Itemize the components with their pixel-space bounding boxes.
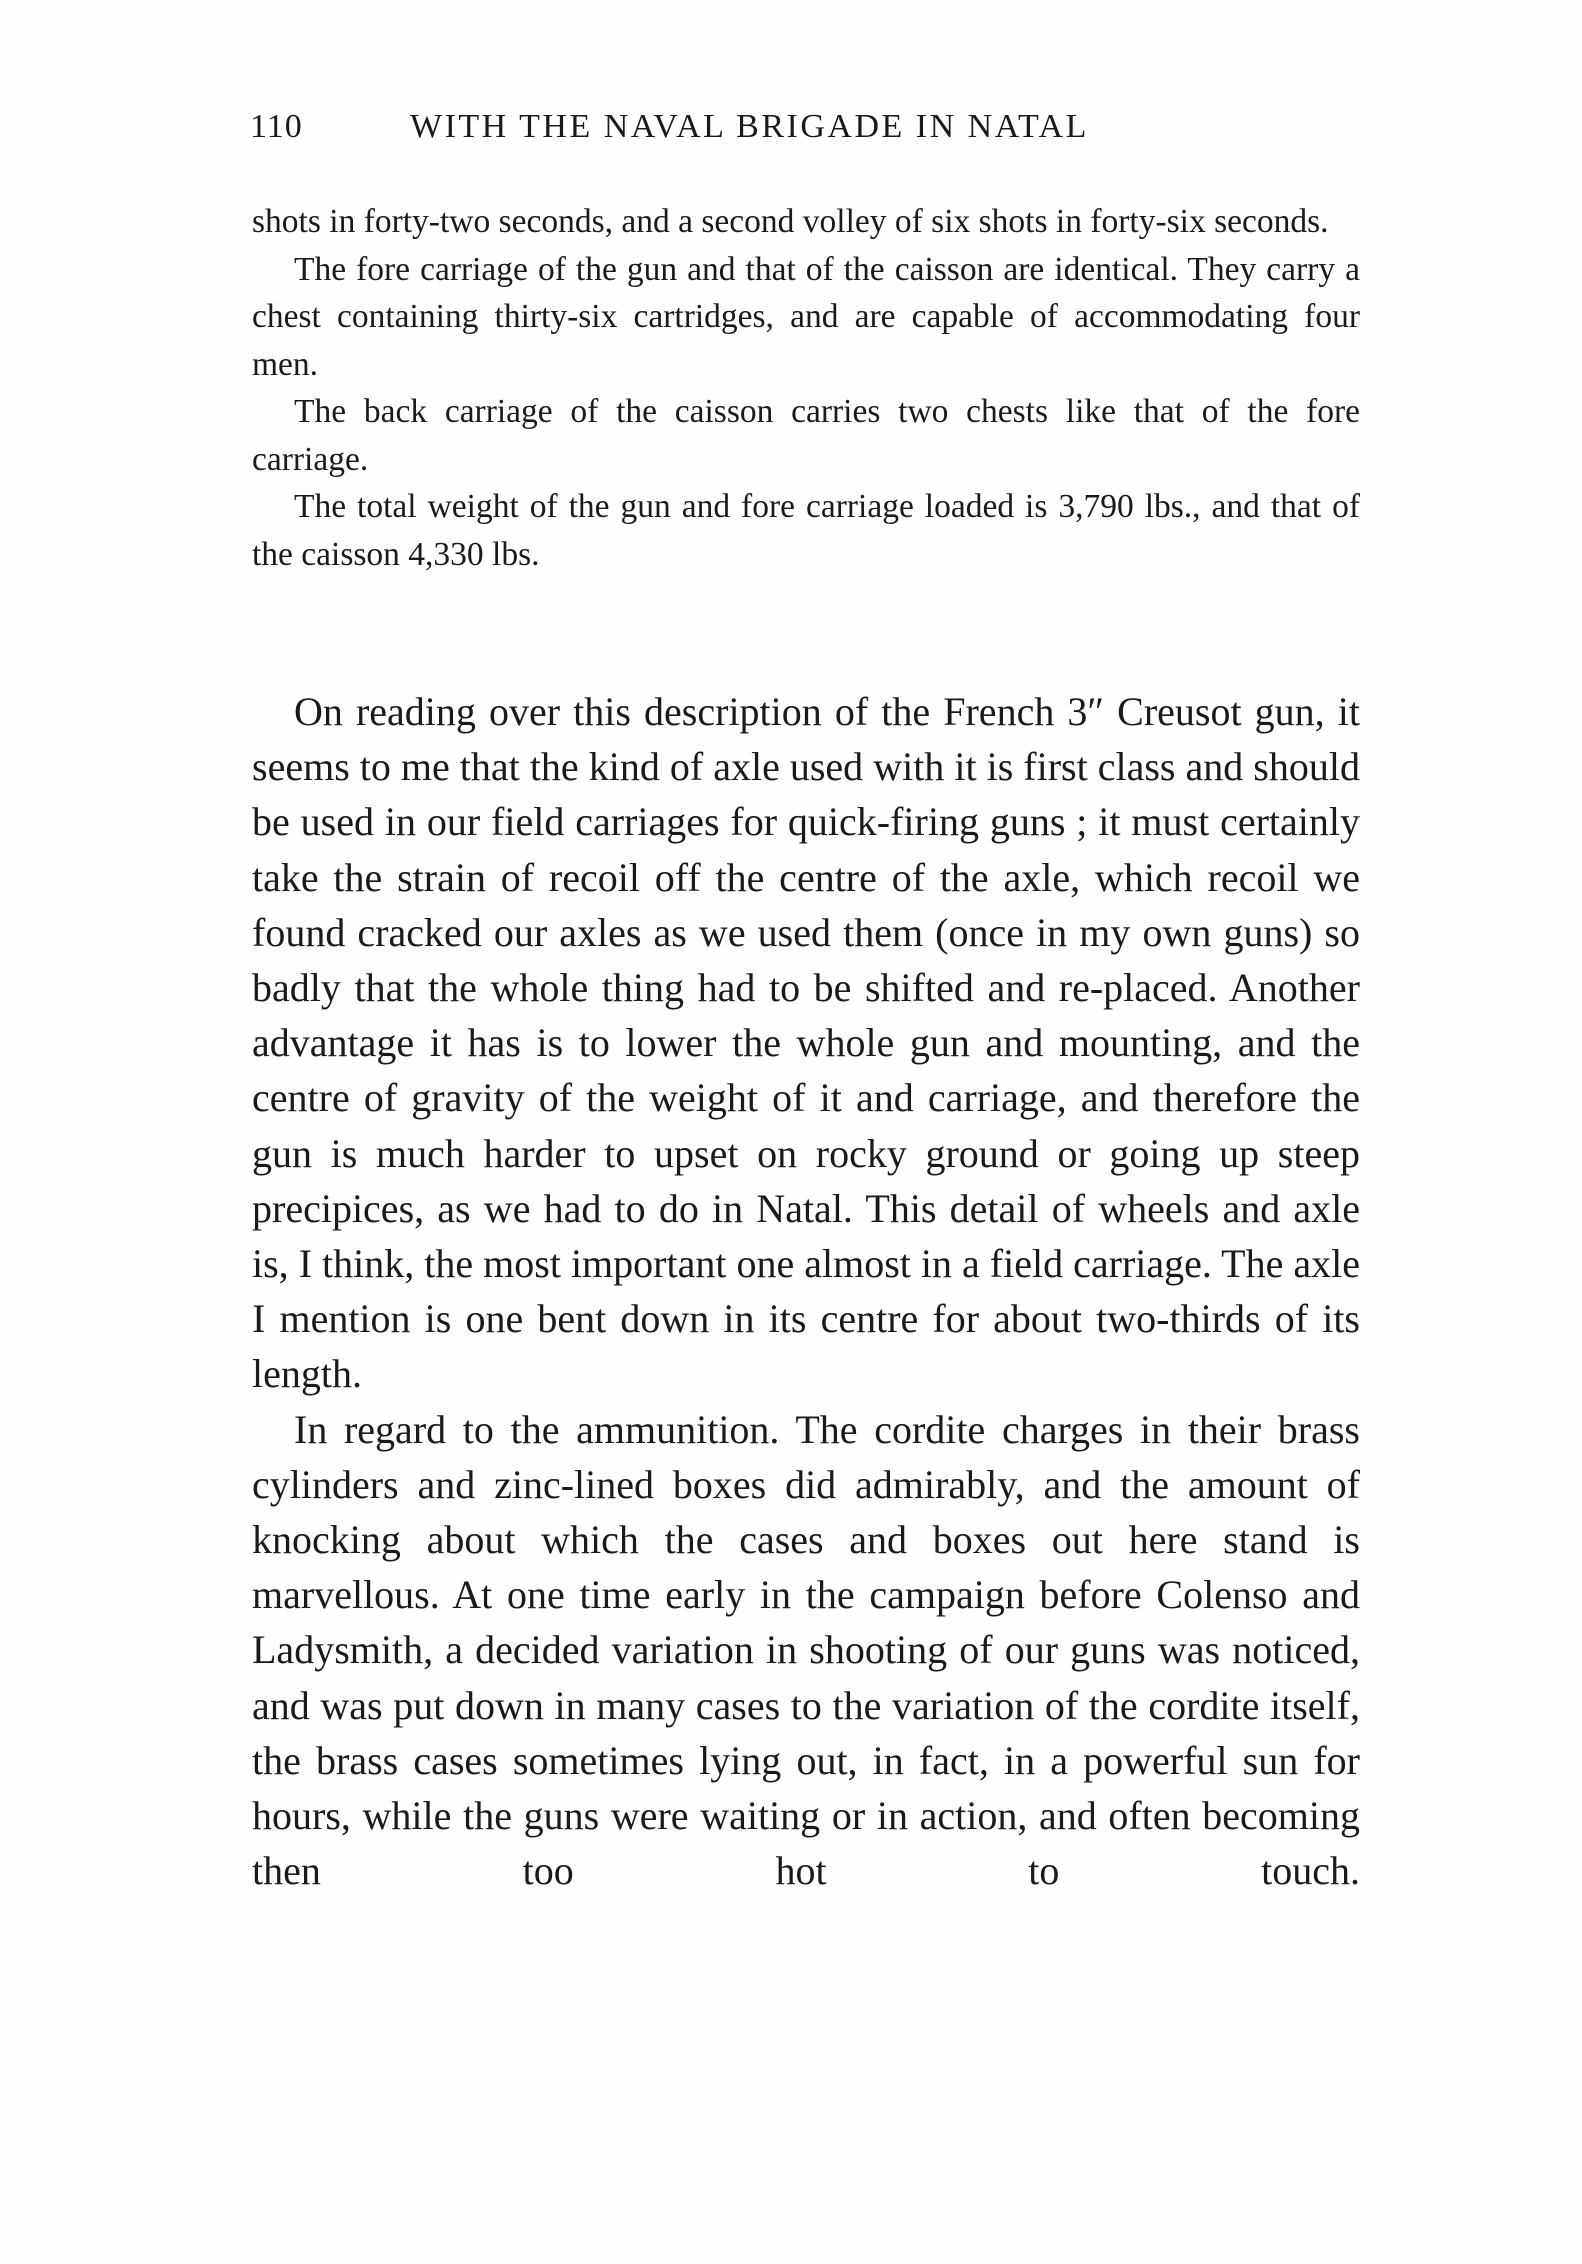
small-paragraph-3: The back carriage of the caisson carries two chests like that of the fore carriage. [252,393,1360,478]
page-header [0,108,1582,156]
body-paragraph-1: On reading over this description of the French 3″ Creusot gun, it seems to me that the kind of axle used with it is first class and should be used in our field carriages for quick-firing guns ; it must certainly take the strain of recoil off the centre of the axle, which recoil we found cracked our axles as we used them (once in my own guns) so badly that the whole thing had to be shifted and re-placed. Another advantage it has is to lower the whole gun and mounting, and the centre of gravity of the weight of it and carriage, and therefore the gun is much harder to upset on rocky ground or going up steep precipices, as we had to do in Natal. This detail of wheels and axle is, I think, the most important one almost in a field carriage. The axle I mention is one bent down in its centre for about two-thirds of its length. [252,689,1360,1397]
small-paragraph-2: The fore carriage of the gun and that of the caisson are identical. They carry a chest containing thirty-six cartridges, and are capable of accommodating four men. [252,250,1360,383]
small-paragraph-4: The total weight of the gun and fore carriage loaded is 3,790 lbs., and that of the caisson 4,330 lbs. [252,488,1360,573]
body-text [252,684,1360,1898]
small-paragraph-1: shots in forty-two seconds, and a second volley of six shots in forty-six seconds. [252,203,1329,240]
quoted-description [252,198,1360,578]
page-number: 110 [250,108,303,145]
body-paragraph-2: In regard to the ammunition. The cordite charges in their brass cylinders and zinc-lined boxes did admirably, and the amount of knocking about which the cases and boxes out here stand is marvellous. At one time early in the campaign before Colenso and Ladysmith, a decided variation in shooting of our guns was noticed, and was put down in many cases to the variation of the cordite itself, the brass cases sometimes lying out, in fact, in a powerful sun for hours, while the guns were waiting or in action, and often becoming then too hot to touch. [252,1406,1360,1894]
running-head: WITH THE NAVAL BRIGADE IN NATAL [410,108,1089,145]
